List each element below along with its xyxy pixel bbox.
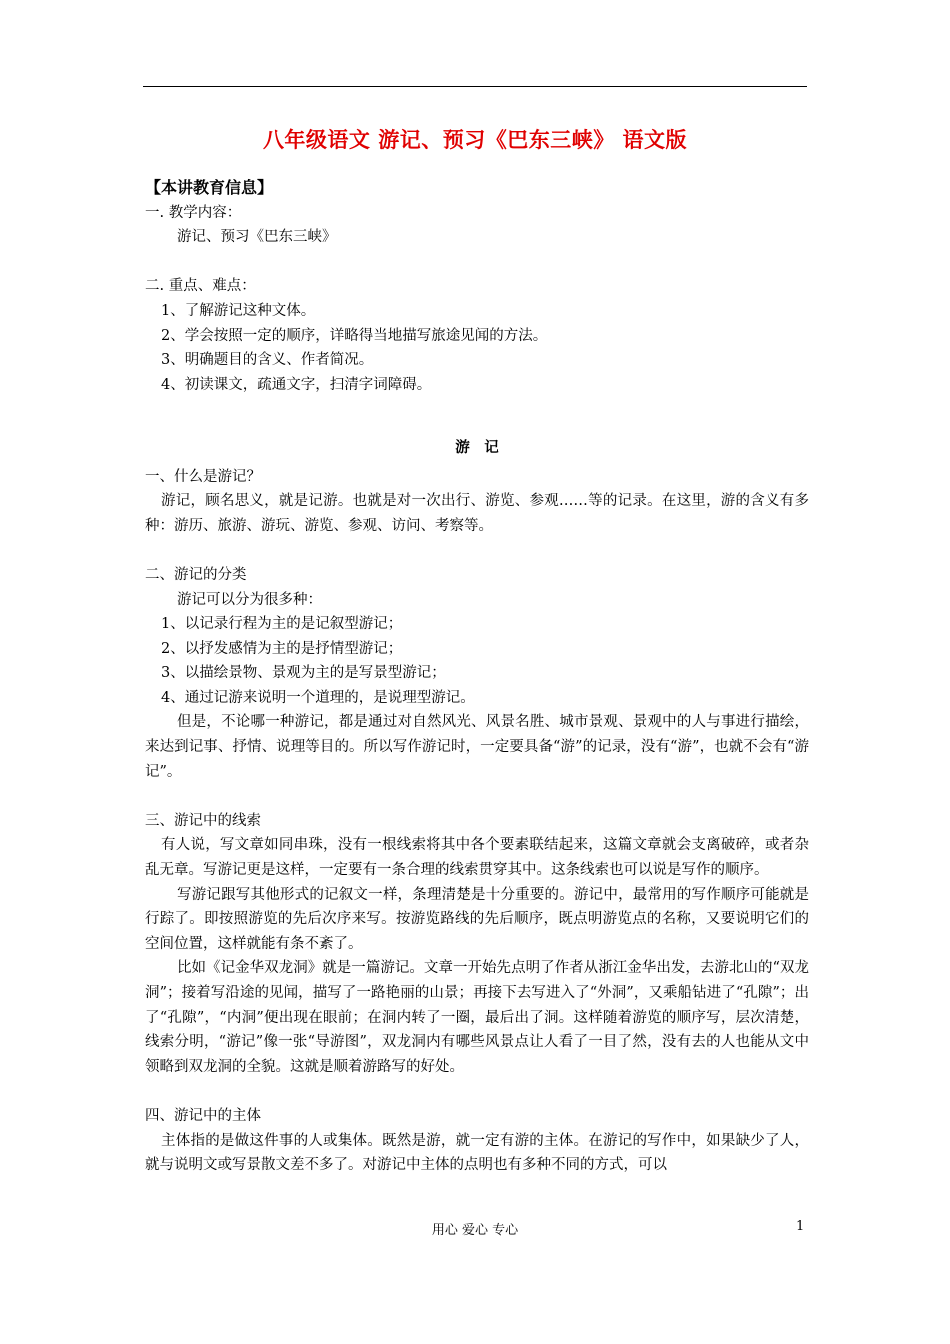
question-4-paragraph: 主体指的是做这件事的人或集体。既然是游，就一定有游的主体。在游记的写作中，如果缺少了人，就与说明文或写景散文差不多了。对游记中主体的点明也有多种不同的方式，可以 [145, 1132, 809, 1174]
question-1-body: 游记，顾名思义，就是记游。也就是对一次出行、游览、参观……等的记录。在这里，游的含义有多种：游历、旅游、游玩、游览、参观、访问、考察等。 [145, 493, 809, 534]
document-body [145, 176, 809, 1178]
question-2-item: 3、以描绘景物、景观为主的是写景型游记； [161, 665, 446, 682]
question-3-title: 三、游记中的线索 [145, 812, 261, 829]
section-2-item: 2、学会按照一定的顺序，详略得当地描写旅途见闻的方法。 [161, 327, 548, 344]
footer-motto: 用心 爱心 专心 [431, 1223, 519, 1238]
question-4-title: 四、游记中的主体 [145, 1107, 261, 1124]
document-title: 八年级语文 游记、预习《巴东三峡》 语文版 [262, 127, 688, 152]
question-2-item: 2、以抒发感情为主的是抒情型游记； [161, 640, 403, 657]
header-rule [143, 86, 807, 87]
question-2-intro: 游记可以分为很多种： [177, 591, 322, 608]
question-2-body: 但是，不论哪一种游记，都是通过对自然风光、风景名胜、城市景观、景观中的人与事进行描绘，来达到记事、抒情、说理等目的。所以写作游记时，一定要具备“游”的记录，没有“游”，也就不会有“游记”。 [145, 714, 809, 780]
question-2-item: 4、通过记游来说明一个道理的，是说理型游记。 [161, 689, 475, 706]
question-2-title: 二、游记的分类 [145, 566, 247, 583]
section-1-content: 游记、预习《巴东三峡》 [177, 229, 337, 246]
section-2-item: 4、初读课文，疏通文字，扫清字词障碍。 [161, 376, 432, 393]
section-2-item: 1、了解游记这种文体。 [161, 302, 316, 319]
section-1-title: 一. 教学内容： [145, 204, 242, 221]
info-header: 【本讲教育信息】 [145, 178, 274, 197]
question-2-item: 1、以记录行程为主的是记叙型游记； [161, 616, 403, 633]
page-number: 1 [796, 1219, 805, 1234]
question-3-paragraph: 写游记跟写其他形式的记叙文一样，条理清楚是十分重要的。游记中，最常用的写作顺序可能就是行踪了。即按照游览的先后次序来写。按游览路线的先后顺序，既点明游览点的名称，又要说明它们的空间位置，这样就能有条不紊了。 [145, 886, 809, 952]
center-heading: 游 记 [455, 438, 499, 456]
question-1-title: 一、什么是游记？ [145, 468, 261, 485]
section-2-title: 二. 重点、难点： [145, 278, 256, 295]
section-2-item: 3、明确题目的含义、作者简况。 [161, 352, 374, 369]
question-3-paragraph: 有人说，写文章如同串珠，没有一根线索将其中各个要素联结起来，这篇文章就会支离破碎，或者杂乱无章。写游记更是这样，一定要有一条合理的线索贯穿其中。这条线索也可以说是写作的顺序。 [145, 837, 809, 879]
question-3-paragraph: 比如《记金华双龙洞》就是一篇游记。文章一开始先点明了作者从浙江金华出发，去游北山的“双龙洞”；接着写沿途的见闻，描写了一路艳丽的山景；再接下去写进入了“外洞”，又乘船钻进了“孔隙”；出了“孔隙”，“内洞”便出现在眼前；在洞内转了一圈，最后出了洞。这样随着游览的顺序写，层次清楚，线索分明，“游记”像一张“导游图”，双龙洞内有哪些风景点让人看了一目了然，没有去的人也能从文中领略到双龙洞的全貌。这就是顺着游路写的好处。 [145, 960, 809, 1075]
